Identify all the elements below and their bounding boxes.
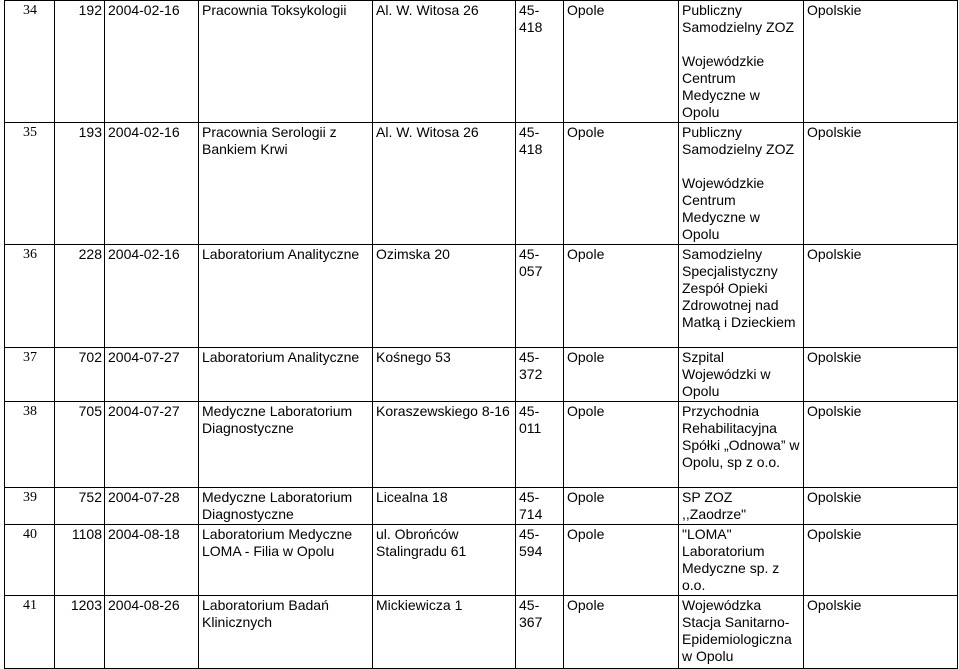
lab-name-cell: Medyczne Laboratorium Diagnostyczne bbox=[199, 402, 373, 488]
lp-cell: 38 bbox=[5, 402, 55, 488]
street-address-cell: Mickiewicza 1 bbox=[373, 596, 516, 669]
city-cell: Opole bbox=[564, 402, 679, 488]
street-address-cell: Al. W. Witosa 26 bbox=[373, 123, 516, 245]
region-cell: Opolskie bbox=[804, 348, 958, 402]
street-address-cell: Al. W. Witosa 26 bbox=[373, 1, 516, 123]
street-address-cell: Licealna 18 bbox=[373, 488, 516, 525]
table-row bbox=[5, 488, 958, 525]
entry-date-cell: 2004-02-16 bbox=[105, 123, 199, 245]
owner-cell bbox=[679, 245, 804, 348]
region-cell: Opolskie bbox=[804, 1, 958, 123]
owner-cell bbox=[679, 596, 804, 669]
owner-line-secondary: Wojewódzkie Centrum Medyczne w Opolu bbox=[682, 53, 765, 120]
owner-line-primary: SP ZOZ ,,Zaodrze" bbox=[682, 489, 747, 522]
record-number-cell: 1203 bbox=[55, 596, 105, 669]
entry-date-cell: 2004-02-16 bbox=[105, 1, 199, 123]
postal-code-cell: 45-372 bbox=[516, 348, 564, 402]
lab-name-cell: Laboratorium Badań Klinicznych bbox=[199, 596, 373, 669]
city-cell: Opole bbox=[564, 245, 679, 348]
owner-line-primary: Wojewódzka Stacja Sanitarno-Epidemiologiczna w Opolu bbox=[682, 597, 792, 664]
table-row bbox=[5, 596, 958, 669]
entry-date-cell: 2004-08-26 bbox=[105, 596, 199, 669]
region-cell: Opolskie bbox=[804, 488, 958, 525]
owner-line-primary: Publiczny Samodzielny ZOZ bbox=[682, 2, 795, 35]
record-number-cell: 193 bbox=[55, 123, 105, 245]
postal-code-cell: 45-418 bbox=[516, 123, 564, 245]
record-number-cell: 752 bbox=[55, 488, 105, 525]
lp-cell: 36 bbox=[5, 245, 55, 348]
lp-cell: 34 bbox=[5, 1, 55, 123]
entry-date-cell: 2004-02-16 bbox=[105, 245, 199, 348]
postal-code-cell: 45-011 bbox=[516, 402, 564, 488]
city-cell: Opole bbox=[564, 348, 679, 402]
city-cell: Opole bbox=[564, 488, 679, 525]
postal-code-cell: 45-418 bbox=[516, 1, 564, 123]
owner-cell bbox=[679, 1, 804, 123]
lp-cell: 41 bbox=[5, 596, 55, 669]
postal-code-cell: 45-594 bbox=[516, 525, 564, 596]
owner-cell bbox=[679, 525, 804, 596]
table-body bbox=[5, 1, 958, 669]
table-row bbox=[5, 348, 958, 402]
lp-cell: 39 bbox=[5, 488, 55, 525]
laboratory-registry-table bbox=[4, 0, 958, 669]
city-cell: Opole bbox=[564, 123, 679, 245]
entry-date-cell: 2004-07-27 bbox=[105, 402, 199, 488]
region-cell: Opolskie bbox=[804, 123, 958, 245]
record-number-cell: 228 bbox=[55, 245, 105, 348]
region-cell: Opolskie bbox=[804, 596, 958, 669]
street-address-cell: Kośnego 53 bbox=[373, 348, 516, 402]
street-address-cell: Koraszewskiego 8-16 bbox=[373, 402, 516, 488]
record-number-cell: 705 bbox=[55, 402, 105, 488]
region-cell: Opolskie bbox=[804, 245, 958, 348]
owner-line-primary: Samodzielny Specjalistyczny Zespół Opieki Zdrowotnej nad Matką i Dzieckiem bbox=[682, 246, 796, 330]
owner-cell bbox=[679, 488, 804, 525]
entry-date-cell: 2004-07-27 bbox=[105, 348, 199, 402]
lp-cell: 40 bbox=[5, 525, 55, 596]
lab-name-cell: Medyczne Laboratorium Diagnostyczne bbox=[199, 488, 373, 525]
table-row bbox=[5, 402, 958, 488]
lab-name-cell: Laboratorium Analityczne bbox=[199, 245, 373, 348]
owner-line-primary: "LOMA" Laboratorium Medyczne sp. z o.o. bbox=[682, 526, 780, 593]
record-number-cell: 702 bbox=[55, 348, 105, 402]
street-address-cell: Ozimska 20 bbox=[373, 245, 516, 348]
record-number-cell: 1108 bbox=[55, 525, 105, 596]
lp-cell: 35 bbox=[5, 123, 55, 245]
entry-date-cell: 2004-07-28 bbox=[105, 488, 199, 525]
owner-line-primary: Przychodnia Rehabilitacyjna Spółki „Odnowa” w Opolu, sp z o.o. bbox=[682, 403, 800, 470]
region-cell: Opolskie bbox=[804, 525, 958, 596]
owner-cell bbox=[679, 402, 804, 488]
entry-date-cell: 2004-08-18 bbox=[105, 525, 199, 596]
table-row bbox=[5, 245, 958, 348]
lp-cell: 37 bbox=[5, 348, 55, 402]
street-address-cell: ul. Obrońców Stalingradu 61 bbox=[373, 525, 516, 596]
postal-code-cell: 45-367 bbox=[516, 596, 564, 669]
table-row bbox=[5, 123, 958, 245]
city-cell: Opole bbox=[564, 1, 679, 123]
postal-code-cell: 45-057 bbox=[516, 245, 564, 348]
owner-cell bbox=[679, 123, 804, 245]
lab-name-cell: Laboratorium Medyczne LOMA - Filia w Opolu bbox=[199, 525, 373, 596]
postal-code-cell: 45-714 bbox=[516, 488, 564, 525]
city-cell: Opole bbox=[564, 525, 679, 596]
owner-line-secondary: Wojewódzkie Centrum Medyczne w Opolu bbox=[682, 175, 765, 242]
city-cell: Opole bbox=[564, 596, 679, 669]
lab-name-cell: Pracownia Serologii z Bankiem Krwi bbox=[199, 123, 373, 245]
lab-name-cell: Pracownia Toksykologii bbox=[199, 1, 373, 123]
record-number-cell: 192 bbox=[55, 1, 105, 123]
region-cell: Opolskie bbox=[804, 402, 958, 488]
owner-line-primary: Szpital Wojewódzki w Opolu bbox=[682, 349, 771, 399]
owner-line-primary: Publiczny Samodzielny ZOZ bbox=[682, 124, 795, 157]
owner-cell bbox=[679, 348, 804, 402]
table-row bbox=[5, 1, 958, 123]
table-row bbox=[5, 525, 958, 596]
lab-name-cell: Laboratorium Analityczne bbox=[199, 348, 373, 402]
